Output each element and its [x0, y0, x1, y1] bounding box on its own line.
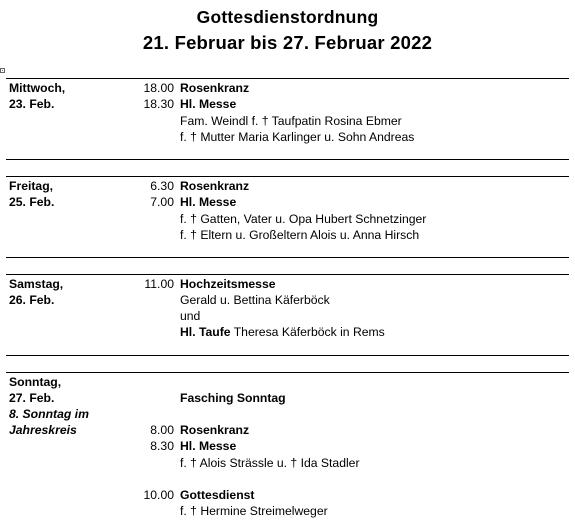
- mass-intention: f. † Eltern u. Großeltern Alois u. Anna Hirsch: [180, 228, 420, 242]
- service-time: 10.00: [143, 488, 174, 502]
- day-name: Sonntag,: [9, 375, 62, 389]
- service-label: Hl. Messe: [180, 195, 237, 209]
- service-label: Gottesdienst: [180, 488, 255, 502]
- page-title: Gottesdienstordnung: [196, 7, 379, 27]
- day-date: 27. Feb.: [9, 391, 55, 405]
- service-time: 18.30: [143, 97, 174, 111]
- mass-intention: Fam. Weindl f. † Taufpatin Rosina Ebmer: [180, 114, 402, 128]
- table-rule: [6, 176, 569, 177]
- table-rule: [6, 257, 569, 258]
- wedding-couple: Gerald u. Bettina Käferböck: [180, 293, 330, 307]
- service-time: 6.30: [150, 179, 174, 193]
- day-name: Mittwoch,: [9, 81, 66, 95]
- feast-title: Fasching Sonntag: [180, 391, 286, 405]
- page-subtitle: 21. Februar bis 27. Februar 2022: [142, 32, 433, 53]
- mass-intention: f. † Hermine Streimelweger: [180, 504, 328, 518]
- service-label: Rosenkranz: [180, 423, 250, 437]
- service-label: Hl. Messe: [180, 97, 237, 111]
- connector-text: und: [180, 309, 201, 323]
- table-rule: [6, 355, 569, 356]
- service-time: 11.00: [144, 277, 174, 291]
- mass-intention: f. † Alois Strässle u. † Ida Stadler: [180, 456, 360, 470]
- day-name: Samstag,: [9, 277, 64, 291]
- table-rule: [6, 372, 569, 373]
- mass-intention: f. † Mutter Maria Karlinger u. Sohn Andreas: [180, 130, 415, 144]
- day-date: 26. Feb.: [9, 293, 55, 307]
- table-rule: [6, 78, 569, 79]
- table-move-handle-icon[interactable]: [0, 68, 5, 73]
- service-time: 18.00: [143, 81, 174, 95]
- service-label: Hochzeitsmesse: [180, 277, 276, 291]
- service-label: Rosenkranz: [180, 81, 250, 95]
- service-time: 8.30: [150, 439, 174, 453]
- baptism-line: [180, 324, 385, 340]
- service-label: Rosenkranz: [180, 179, 250, 193]
- baptism-text: Theresa Käferböck in Rems: [230, 325, 385, 339]
- day-name: Freitag,: [9, 179, 54, 193]
- table-rule: [6, 274, 569, 275]
- baptism-label: Hl. Taufe: [180, 325, 231, 339]
- service-time: 7.00: [150, 195, 174, 209]
- day-date: 25. Feb.: [9, 195, 55, 209]
- liturgical-day: 8. Sonntag im: [9, 407, 89, 421]
- table-rule: [6, 159, 569, 160]
- service-time: 8.00: [150, 423, 174, 437]
- liturgical-day: Jahreskreis: [9, 423, 77, 437]
- day-date: 23. Feb.: [9, 97, 55, 111]
- mass-intention: f. † Gatten, Vater u. Opa Hubert Schnetzinger: [180, 212, 427, 226]
- service-label: Hl. Messe: [180, 439, 237, 453]
